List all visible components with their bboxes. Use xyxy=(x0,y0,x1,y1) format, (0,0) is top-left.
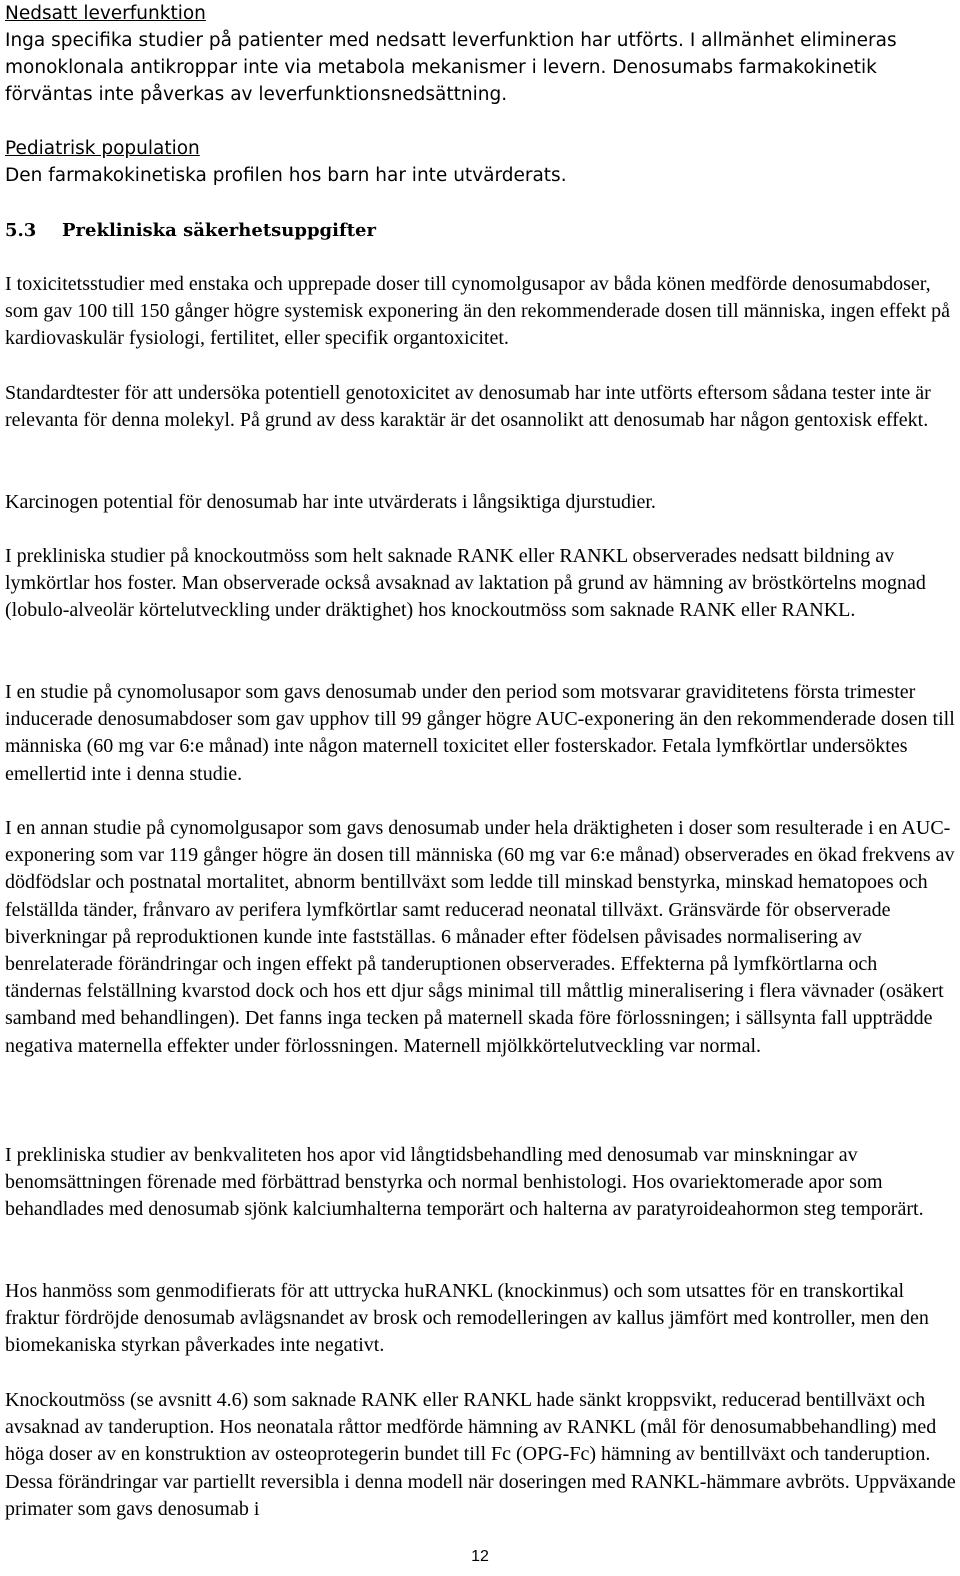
pediatric-section-text: Den farmakokinetiska profilen hos barn har inte utvärderats. xyxy=(5,165,567,186)
paragraph: I en annan studie på cynomolgusapor som gavs denosumab under hela dräktigheten i doser som resulterade i en AUC-exponering som var 119 gånger högre än dosen till människa (60 mg var 6:e månad) observerades en ökad frekvens av dödfödslar och postnatal mortalitet, abnorm bentillväxt som ledde till minskad benstyrka, minskad hematopoes och felställda tänder, frånvaro av perifera lymfkörtlar samt reducerad neonatal tillväxt. Gränsvärde för observerade biverkningar på reproduktionen kunde inte fastställas. 6 månader efter födelsen påvisades normalisering av benrelaterade förändringar och ingen effekt på tanderuptionen observerades. Effekterna på lymfkörtlarna och tändernas felställning kvarstod dock och hos ett djur sågs minimal till måttlig mineralisering i flera vävnader (osäkert samband med behandlingen). Det fanns inga tecken på maternell skada före förlossningen; i sällsynta fall uppträdde negativa maternella effekter under förlossningen. Maternell mjölkkörtelutveckling var normal. xyxy=(5,817,955,1057)
section-number: 5.3 xyxy=(5,220,37,241)
paragraph: Hos hanmöss som genmodifierats för att uttrycka huRANKL (knockinmus) och som utsattes för en transkortikal fraktur fördröjde denosumab avlägsnandet av brosk och remodelleringen av kallus jämfört med kontroller, men den biomekaniska styrkan påverkades inte negativt. xyxy=(5,1280,929,1357)
paragraph: I toxicitetsstudier med enstaka och upprepade doser till cynomolgusapor av båda könen medförde denosumabdoser, som gav 100 till 150 gånger högre systemisk exponering än den rekommenderade dosen till människa, ingen effekt på kardiovaskulär fysiologi, fertilitet, eller specifik organtoxicitet. xyxy=(5,273,950,350)
liver-section-heading: Nedsatt leverfunktion xyxy=(5,3,206,24)
liver-section-text: Inga specifika studier på patienter med nedsatt leverfunktion har utförts. I allmänhet elimineras monoklonala antikroppar inte via metabola mekanismer i levern. Denosumabs farmakokinetik förväntas inte påverkas av leverfunktionsnedsättning. xyxy=(5,30,897,105)
paragraph: I prekliniska studier på knockoutmöss som helt saknade RANK eller RANKL observerades nedsatt bildning av lymkörtlar hos foster. Man observerade också avsaknad av laktation på grund av hämning av bröstkörtelns mognad (lobulo-alveolär körtelutveckling under dräktighet) hos knockoutmöss som saknade RANK eller RANKL. xyxy=(5,545,926,622)
paragraph: I en studie på cynomolusapor som gavs denosumab under den period som motsvarar graviditetens första trimester inducerade denosumabdoser som gav upphov till 99 gånger högre AUC-exponering än den rekommenderade dosen till människa (60 mg var 6:e månad) inte någon maternell toxicitet eller fosterskador. Fetala lymfkörtlar undersöktes emellertid inte i denna studie. xyxy=(5,681,955,785)
pediatric-section xyxy=(5,135,957,189)
section-heading xyxy=(5,217,376,244)
section-title: Prekliniska säkerhetsuppgifter xyxy=(62,220,376,241)
page-number: 12 xyxy=(471,1548,489,1565)
paragraph: Knockoutmöss (se avsnitt 4.6) som saknade RANK eller RANKL hade sänkt kroppsvikt, reducerad bentillväxt och avsaknad av tanderuption. Hos neonatala råttor medförde hämning av RANKL (mål för denosumabbehandling) med höga doser av en konstruktion av osteoprotegerin bundet till Fc (OPG-Fc) hämning av bentillväxt och tanderuption. Dessa förändringar var partiellt reversibla i denna modell när doseringen med RANKL-hämmare avbröts. Uppväxande primater som gavs denosumab i xyxy=(5,1389,956,1520)
liver-section xyxy=(5,0,957,108)
pediatric-section-heading: Pediatrisk population xyxy=(5,138,200,159)
paragraph: Standardtester för att undersöka potentiell genotoxicitet av denosumab har inte utförts eftersom sådana tester inte är relevanta för denna molekyl. På grund av dess karaktär är det osannolikt att denosumab har någon gentoxisk effekt. xyxy=(5,382,931,432)
paragraph: Karcinogen potential för denosumab har inte utvärderats i långsiktiga djurstudier. xyxy=(5,491,656,513)
paragraph: I prekliniska studier av benkvaliteten hos apor vid långtidsbehandling med denosumab var minskningar av benomsättningen förenade med förbättrad benstyrka och normal benhistologi. Hos ovariektomerade apor som behandlades med denosumab sjönk kalciumhalterna temporärt och halterna av paratyroideahormon steg temporärt. xyxy=(5,1144,924,1221)
